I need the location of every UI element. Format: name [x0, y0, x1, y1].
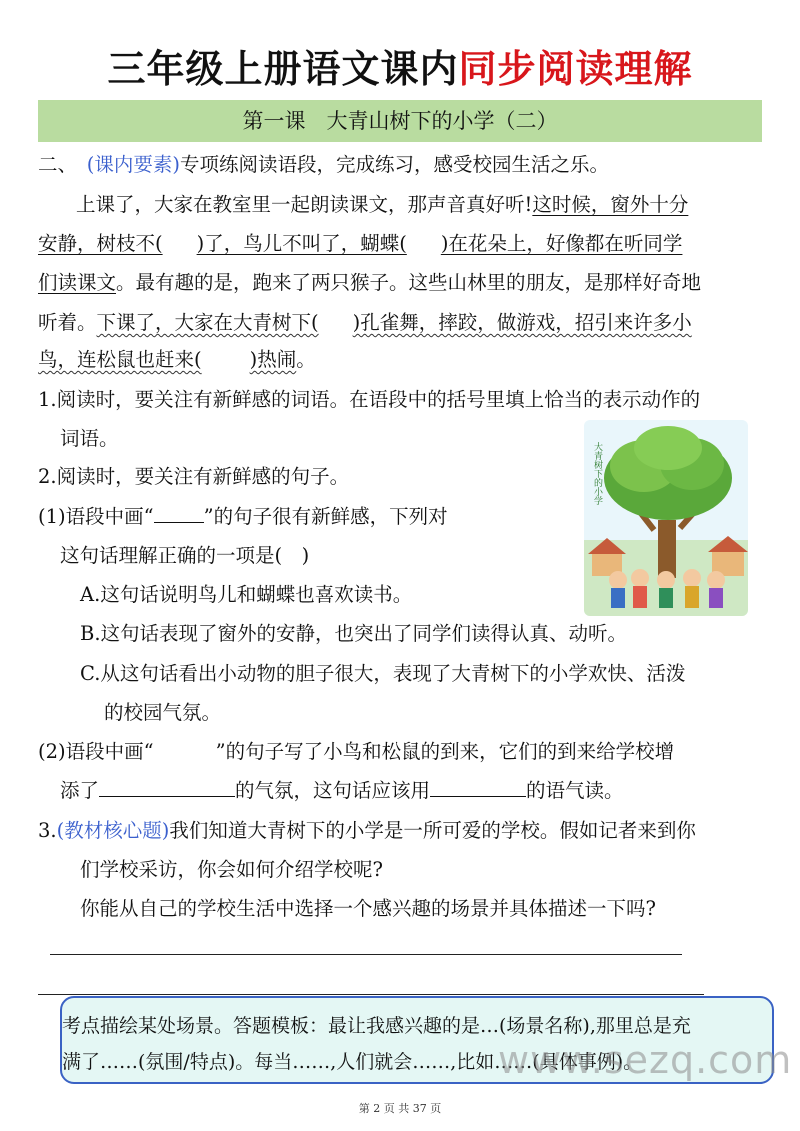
section-heading: [38, 151, 609, 179]
option-c-cont: 的校园气氛。: [104, 701, 222, 724]
question-2-part-1: [38, 503, 448, 531]
q3-tag: (教材核心题): [56, 819, 170, 842]
illustration-caption: 大青树下的小学: [592, 442, 602, 505]
q2-p2-text: 的气氛，这句话应该用: [235, 779, 431, 802]
page-footer: 第 2 页 共 37 页: [358, 1102, 442, 1115]
q3-text: 我们知道大青树下的小学是一所可爱的学校。假如记者来到你: [169, 819, 696, 842]
lesson-banner: [38, 100, 762, 142]
q2-p2-text: 添了: [60, 779, 100, 802]
tree-school-illustration: [584, 420, 748, 616]
passage-line-2: [38, 230, 682, 258]
passage-underlined-text: 这时候，窗外十分: [532, 193, 689, 216]
passage-underlined-text: 安静，树枝不(: [38, 232, 163, 255]
passage-blank-4[interactable]: [202, 346, 250, 374]
q2-p2-text: ”的句子写了小鸟和松鼠的到来，它们的到来给学校增: [215, 740, 675, 763]
option-b[interactable]: B.这句话表现了窗外的安静，也突出了同学们读得认真、动听。: [80, 622, 628, 645]
q2-p1-text: ”的句子很有新鲜感，下列对: [203, 505, 448, 528]
title-black-part: 三年级上册语文课内: [107, 47, 459, 91]
question-2-stem: 2.阅读时，要关注有新鲜感的句子。: [38, 465, 350, 488]
watermark: www.sezq.com: [498, 1038, 793, 1082]
tip-line-2: 满了……(氛围/特点)。每当……,人们就会……,比如……(具体事例)。: [62, 1051, 643, 1073]
passage-underlined-text: 们读课文: [38, 271, 117, 294]
passage-blank-3[interactable]: [319, 309, 353, 337]
q2-p2-wavy-mark: [154, 738, 216, 756]
question-3-cont: 们学校采访，你会如何介绍学校呢?: [80, 858, 383, 881]
lesson-title: 大青山树下的小学（二）: [326, 109, 558, 133]
option-a[interactable]: A.这句话说明鸟儿和蝴蝶也喜欢读书。: [80, 583, 413, 606]
passage-underlined-text: )在花朵上，好像都在听同学: [440, 232, 683, 255]
passage-line-4: [38, 309, 692, 337]
page-title: [0, 38, 800, 93]
question-3: [38, 817, 696, 845]
passage-wavy-text: )孔雀舞，摔跤，做游戏，招引来许多小: [352, 311, 692, 334]
answer-line-1[interactable]: [50, 954, 682, 955]
passage-underlined-text: )了，鸟儿不叫了，蝴蝶(: [196, 232, 407, 255]
answer-line-2[interactable]: [38, 994, 704, 995]
q2-p2-text: 的语气读。: [526, 779, 624, 802]
section-instruction: 专项练阅读语段，完成练习，感受校园生活之乐。: [180, 153, 610, 176]
passage-wavy-text: )热闹: [249, 348, 297, 371]
tone-answer-blank[interactable]: [430, 778, 526, 797]
passage-line-3: [38, 269, 701, 297]
atmosphere-answer-blank[interactable]: [99, 778, 235, 797]
passage-wavy-text: 鸟，连松鼠也赶来(: [38, 348, 202, 371]
option-c[interactable]: C.从这句话看出小动物的胆子很大，表现了大青树下的小学欢快、活泼: [80, 662, 686, 685]
passage-text: 听着。: [38, 311, 97, 334]
section-tag: (课内要素): [86, 153, 180, 176]
question-1: 1.阅读时，要关注有新鲜感的词语。在语段中的括号里填上恰当的表示动作的: [38, 388, 701, 411]
passage-wavy-text: 下课了，大家在大青树下(: [96, 311, 319, 334]
q3-number: 3.: [38, 819, 57, 842]
illustration: [584, 420, 748, 616]
passage-text: 。: [296, 348, 316, 371]
q2-p1-mark-blank: [154, 504, 204, 523]
section-number: 二、: [38, 153, 68, 176]
tip-line-1: 考点描绘某处场景。答题模板：最让我感兴趣的是…(场景名称),那里总是充: [62, 1015, 691, 1037]
passage-line-1: [76, 191, 688, 219]
q2-p1-text: (1)语段中画“: [38, 505, 154, 528]
q2-p2-text: (2)语段中画“: [38, 740, 154, 763]
question-1-cont: 词语。: [60, 427, 119, 450]
lesson-number: 第一课: [242, 109, 306, 133]
passage-text: 。最有趣的是，跑来了两只猴子。这些山林里的朋友，是那样好奇地: [116, 271, 702, 294]
passage-text: 上课了，大家在教室里一起朗读课文，那声音真好听!: [76, 193, 533, 216]
title-red-part: 同步阅读理解: [458, 47, 693, 91]
question-2-part-1-cont: 这句话理解正确的一项是( ): [60, 544, 310, 567]
passage-line-5: [38, 346, 316, 374]
question-2-part-2-cont: [60, 777, 624, 805]
question-3-prompt: 你能从自己的学校生活中选择一个感兴趣的场景并具体描述一下吗?: [80, 897, 656, 920]
question-2-part-2: [38, 738, 674, 766]
